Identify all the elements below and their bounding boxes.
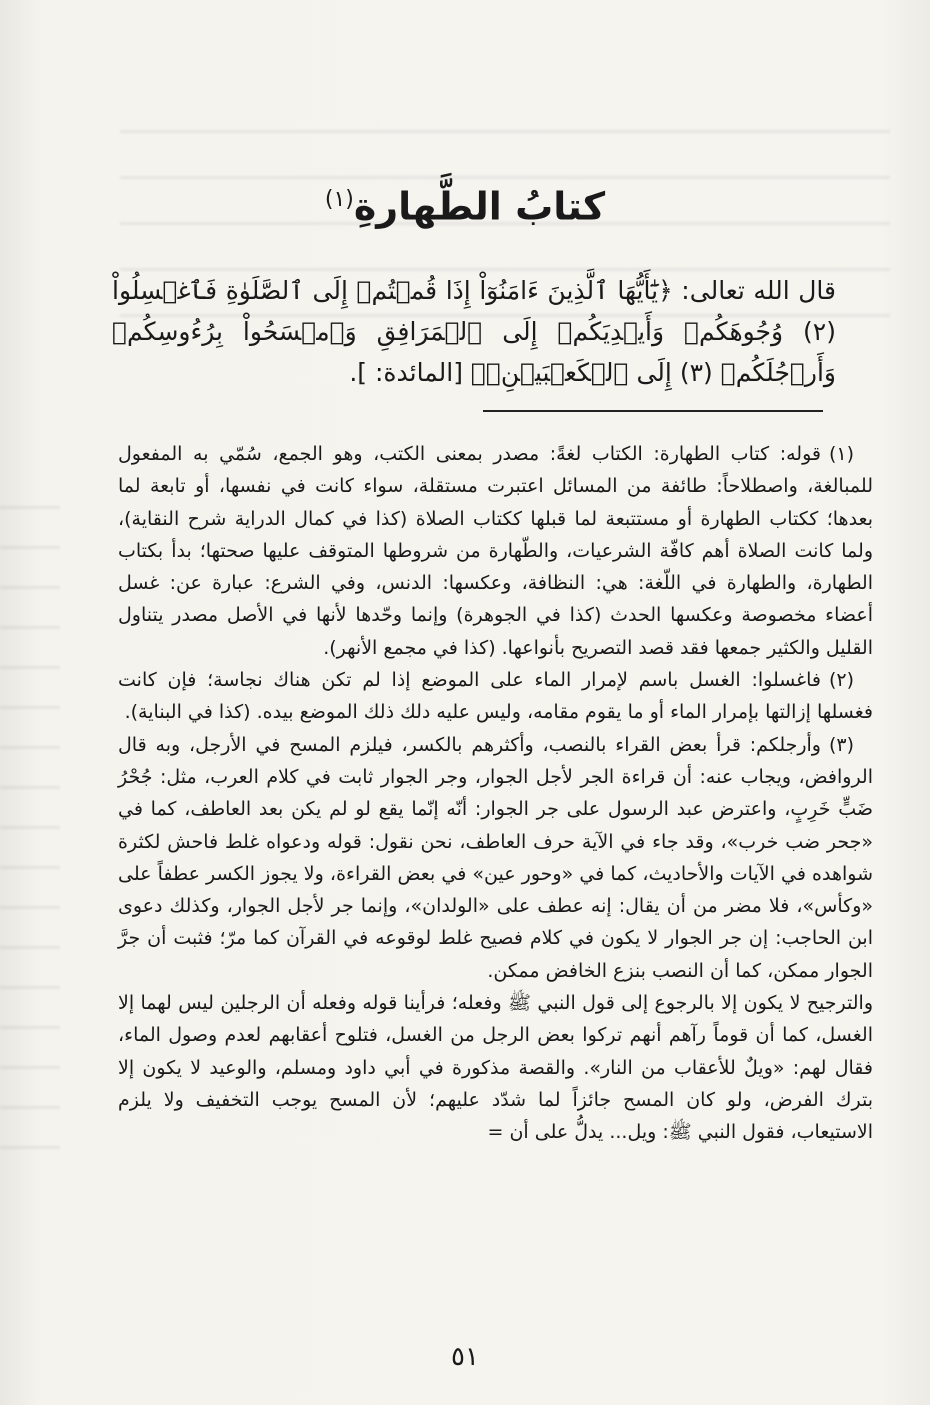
footnote-separator: [483, 410, 823, 412]
footnote-marker: (٢): [829, 669, 855, 692]
footnote-text: وأرجلكم: قرأ بعض القراء بالنصب، وأكثرهم بالكسر، فيلزم المسح في الأرجل، وبه قال الروافض، ويجاب عنه: أن قراءة الجر لأجل الجوار، وجر الجوار ثابت في كلام العرب، مثل: جُحْرُ ضَبٍّ خَرِبٍ، واعترض عبد الرسول على جر الجوار: أنّه إنّما يقع لو لم يكن بعد العاطف، كما في «جحر ضب خرب»، وقد جاء في الآية حرف العاطف، نحن نقول: قوله ودعواه غلط فاحش لكثرة شواهده في الآيات والأحاديث، كما في «وحور عين» في بعض القراءة، ولا يجوز الكسر عطفاً على «وكأس»، فلا مضر من أن يقال: إنه عطف على «الولدان»، وإنما جر لأجل الجوار، وكذلك دعوى ابن الحاجب: إن جر الجوار لا يكون في كلام فصيح غلط لوقوعه في القرآن كما مرّ؛ فثبت أن جرَّ الجوار ممكن، كما أن النصب بنزع الخافض ممكن.: [118, 733, 873, 982]
footnote-3-continued: [118, 987, 873, 1148]
footnote-text: فاغسلوا: الغسل باسم لإمرار الماء على الموضع إذا لم تكن هناك نجاسة؛ فإن كانت فغسلها إزالتها بإمرار الماء أو ما يقوم مقامه، وليس عليه دلك ذلك الموضع بيده. (كذا في البناية).: [118, 669, 873, 724]
page-number: ٥١: [451, 1342, 479, 1372]
quran-verse: قال الله تعالى: ﴿يَٰٓأَيُّهَا ٱلَّذِينَ ءَامَنُوٓاْ إِذَا قُمۡتُمۡ إِلَى ٱلصَّلَوٰةِ فَٱغۡسِلُواْ (٢) وُجُوهَكُمۡ وَأَيۡدِيَكُمۡ إِلَى ٱلۡمَرَافِقِ وَٱمۡسَحُواْ بِرُءُوسِكُمۡ وَأَرۡجُلَكُمۡ (٣) إِلَى ٱلۡكَعۡبَيۡنِۚ﴾ [المائدة: ].: [112, 276, 836, 387]
footnote-3: [118, 729, 873, 987]
chapter-title: [0, 174, 930, 233]
footnote-2: [118, 664, 873, 729]
footnote-1: [118, 438, 873, 664]
footnote-marker: (٣): [829, 733, 855, 756]
chapter-title-footnote-ref: (١): [324, 187, 354, 212]
chapter-title-text: كتابُ الطَّهارةِ: [353, 184, 606, 229]
footnote-text: قوله: كتاب الطهارة: الكتاب لغةً: مصدر بمعنى الكتب، وهو الجمع، سُمّي به المفعول للمبالغة، واصطلاحاً: طائفة من المسائل اعتبرت مستقلة، سواء كانت في نفسها، أو تابعة لما بعدها؛ ككتاب الطهارة أو مستتبعة لما قبلها ككتاب الصلاة (كذا في كمال الدراية شرح النقاية)، ولما كانت الصلاة أهم كافّة الشرعيات، والطّهارة من شروطها المتوقف عليها صحتها؛ بدأ بكتاب الطهارة، والطهارة في اللّغة: هي: النظافة، وعكسها: الدنس، وفي الشرع: عبارة عن: غسل أعضاء مخصوصة وعكسها الحدث (كذا في الجوهرة) وإنما وحّدها لأنها في الأصل مصدر يتناول القليل والكثير جمعها فقد قصد التصريح بأنواعها. (كذا في مجمع الأنهر).: [118, 443, 873, 659]
footnote-text: والترجيح لا يكون إلا بالرجوع إلى قول النبي ﷺ وفعله؛ فرأينا قوله وفعله أن الرجلين ليس لهما إلا الغسل، كما أن قوماً رآهم أنهم تركوا بعض الرجل من الغسل، فتلوح أعقابهم لعدم وصول الماء، فقال لهم: «ويلٌ للأعقاب من النار». والقصة مذكورة في أبي داود ومسلم، والوعيد لا يكون إلا بترك الفرض، ولو كان المسح جائزاً لما شدّد عليهم؛ لأن المسح يوجب التخفيف ولا يلزم الاستيعاب، فقول النبي ﷺ: ويل... يدلُّ على أن =: [118, 992, 873, 1144]
bleed-through-margin: [0, 480, 60, 1180]
footnote-marker: (١): [829, 443, 855, 465]
footnotes: [118, 438, 873, 1149]
